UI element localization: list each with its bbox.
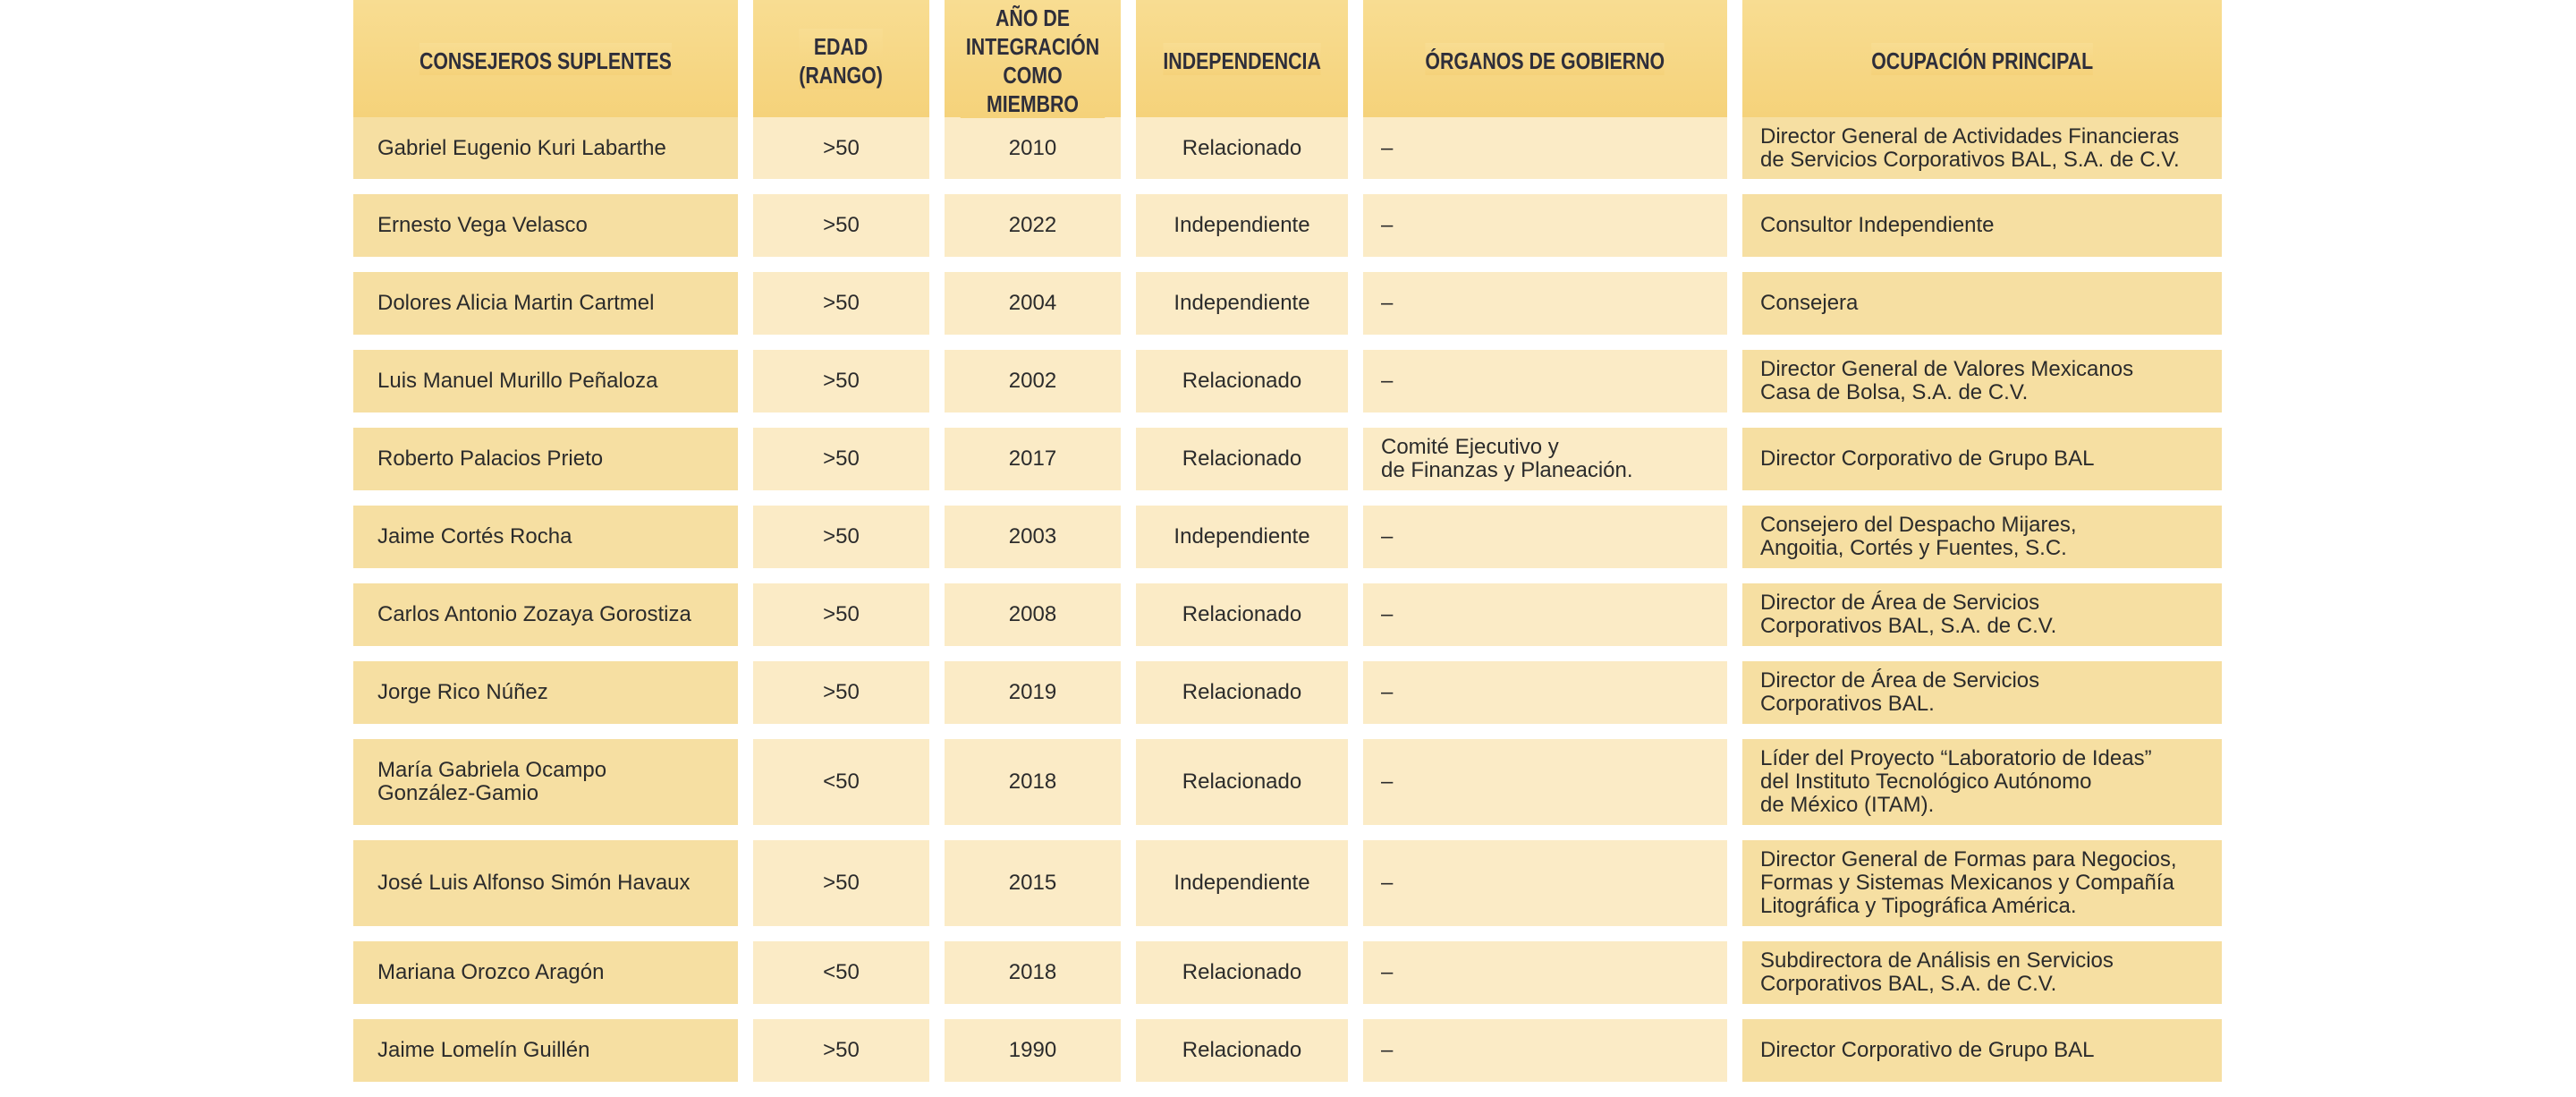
cell-name	[353, 941, 738, 1004]
cell-occupation	[1742, 840, 2222, 926]
cell-name	[353, 350, 738, 412]
cell-governance-bodies-text: –	[1381, 135, 1394, 160]
cell-occupation-text: Director de Área de Servicios Corporativos BAL, S.A. de C.V.	[1760, 591, 2057, 638]
cell-governance-bodies	[1363, 117, 1727, 179]
cell-name-text: Jorge Rico Núñez	[377, 680, 548, 704]
cell-name-text: Mariana Orozco Aragón	[377, 960, 605, 984]
cell-age	[753, 661, 929, 724]
alternate-directors-table	[353, 0, 2223, 1097]
cell-year	[945, 194, 1121, 257]
cell-occupation	[1742, 350, 2222, 412]
cell-occupation-text: Director General de Valores Mexicanos Casa de Bolsa, S.A. de C.V.	[1760, 357, 2134, 404]
cell-governance-bodies-text: –	[1381, 291, 1394, 315]
cell-age	[753, 117, 929, 179]
cell-age-text: >50	[823, 291, 860, 315]
cell-independence-text: Relacionado	[1182, 135, 1302, 160]
cell-independence	[1136, 941, 1348, 1004]
cell-age	[753, 506, 929, 568]
header-cell-age	[753, 0, 929, 118]
cell-age-text: >50	[823, 369, 860, 393]
cell-occupation	[1742, 428, 2222, 490]
cell-age-text: >50	[823, 135, 860, 160]
table-row	[353, 350, 2223, 412]
cell-occupation-text: Director de Área de Servicios Corporativos BAL.	[1760, 668, 2040, 716]
cell-occupation-text: Director General de Formas para Negocios, Formas y Sistemas Mexicanos y Compañía Litográfica y Tipográfica América.	[1760, 847, 2177, 918]
cell-occupation	[1742, 941, 2222, 1004]
cell-year-text: 2018	[1008, 770, 1057, 794]
header-label-occupation: OCUPACIÓN PRINCIPAL	[1871, 43, 2093, 75]
cell-governance-bodies-text: –	[1381, 770, 1394, 794]
cell-independence	[1136, 428, 1348, 490]
cell-name-text: Carlos Antonio Zozaya Gorostiza	[377, 602, 691, 626]
header-label-independence: INDEPENDENCIA	[1163, 43, 1321, 75]
cell-name	[353, 840, 738, 926]
cell-name-text: Roberto Palacios Prieto	[377, 446, 604, 471]
cell-year-text: 1990	[1008, 1038, 1057, 1062]
cell-independence-text: Relacionado	[1182, 770, 1302, 794]
header-cell-year	[945, 0, 1121, 118]
cell-name	[353, 506, 738, 568]
cell-year-text: 2018	[1008, 960, 1057, 984]
cell-name-text: Ernesto Vega Velasco	[377, 213, 588, 237]
cell-age	[753, 583, 929, 646]
table-row	[353, 739, 2223, 825]
cell-age	[753, 941, 929, 1004]
cell-year	[945, 941, 1121, 1004]
cell-year-text: 2003	[1008, 524, 1057, 548]
cell-occupation	[1742, 194, 2222, 257]
cell-name-text: Luis Manuel Murillo Peñaloza	[377, 369, 658, 393]
cell-occupation	[1742, 1019, 2222, 1082]
header-label-governance-bodies: ÓRGANOS DE GOBIERNO	[1426, 43, 1665, 75]
cell-year	[945, 272, 1121, 335]
header-cell-independence	[1136, 0, 1348, 118]
table-row	[353, 583, 2223, 646]
table-body	[353, 117, 2223, 1082]
cell-age-text: >50	[823, 213, 860, 237]
cell-governance-bodies-text: –	[1381, 1038, 1394, 1062]
cell-name-text: Jaime Lomelín Guillén	[377, 1038, 590, 1062]
cell-year	[945, 661, 1121, 724]
cell-age-text: <50	[823, 960, 860, 984]
cell-governance-bodies-text: Comité Ejecutivo y de Finanzas y Planeación.	[1381, 435, 1633, 482]
cell-independence-text: Relacionado	[1182, 680, 1302, 704]
cell-year-text: 2022	[1008, 213, 1057, 237]
cell-independence-text: Independiente	[1174, 871, 1310, 895]
cell-independence	[1136, 1019, 1348, 1082]
cell-age-text: >50	[823, 524, 860, 548]
cell-occupation-text: Director Corporativo de Grupo BAL	[1760, 446, 2095, 471]
cell-name-text: José Luis Alfonso Simón Havaux	[377, 871, 691, 895]
cell-independence-text: Independiente	[1174, 524, 1310, 548]
cell-age	[753, 194, 929, 257]
cell-governance-bodies-text: –	[1381, 680, 1394, 704]
cell-governance-bodies-text: –	[1381, 524, 1394, 548]
table-row	[353, 117, 2223, 179]
header-cell-name	[353, 0, 738, 118]
cell-name	[353, 739, 738, 825]
cell-governance-bodies	[1363, 194, 1727, 257]
cell-governance-bodies	[1363, 840, 1727, 926]
cell-governance-bodies	[1363, 350, 1727, 412]
table-row	[353, 1019, 2223, 1082]
cell-independence	[1136, 350, 1348, 412]
cell-year	[945, 1019, 1121, 1082]
cell-governance-bodies-text: –	[1381, 369, 1394, 393]
cell-name-text: Dolores Alicia Martin Cartmel	[377, 291, 655, 315]
cell-age	[753, 1019, 929, 1082]
cell-occupation	[1742, 272, 2222, 335]
cell-occupation-text: Líder del Proyecto “Laboratorio de Ideas” del Instituto Tecnológico Autónomo de México (ITAM).	[1760, 746, 2152, 817]
cell-occupation-text: Consultor Independiente	[1760, 213, 1995, 237]
cell-year	[945, 350, 1121, 412]
cell-name	[353, 428, 738, 490]
cell-age-text: >50	[823, 871, 860, 895]
cell-name	[353, 1019, 738, 1082]
cell-year-text: 2015	[1008, 871, 1057, 895]
cell-age	[753, 840, 929, 926]
cell-governance-bodies	[1363, 739, 1727, 825]
table-header-row	[353, 0, 2223, 116]
cell-independence-text: Relacionado	[1182, 369, 1302, 393]
cell-age	[753, 272, 929, 335]
cell-independence	[1136, 117, 1348, 179]
cell-age-text: >50	[823, 1038, 860, 1062]
cell-name-text: Gabriel Eugenio Kuri Labarthe	[377, 135, 666, 160]
cell-name-text: María Gabriela Ocampo González-Gamio	[377, 758, 607, 805]
cell-occupation	[1742, 661, 2222, 724]
cell-age	[753, 739, 929, 825]
cell-occupation	[1742, 506, 2222, 568]
cell-year-text: 2004	[1008, 291, 1057, 315]
cell-governance-bodies-text: –	[1381, 602, 1394, 626]
cell-year-text: 2008	[1008, 602, 1057, 626]
cell-occupation-text: Director Corporativo de Grupo BAL	[1760, 1038, 2095, 1062]
cell-year-text: 2017	[1008, 446, 1057, 471]
cell-age-text: <50	[823, 770, 860, 794]
cell-governance-bodies	[1363, 583, 1727, 646]
cell-age-text: >50	[823, 602, 860, 626]
cell-age-text: >50	[823, 680, 860, 704]
cell-year	[945, 840, 1121, 926]
cell-independence-text: Relacionado	[1182, 960, 1302, 984]
cell-year-text: 2010	[1008, 135, 1057, 160]
cell-independence	[1136, 739, 1348, 825]
cell-age	[753, 428, 929, 490]
table-row	[353, 428, 2223, 490]
table-row	[353, 506, 2223, 568]
cell-independence-text: Relacionado	[1182, 602, 1302, 626]
cell-governance-bodies	[1363, 1019, 1727, 1082]
cell-governance-bodies	[1363, 941, 1727, 1004]
header-label-age: EDAD (RANGO)	[800, 29, 884, 89]
cell-year-text: 2002	[1008, 369, 1057, 393]
table-row	[353, 840, 2223, 926]
cell-name	[353, 272, 738, 335]
cell-occupation	[1742, 739, 2222, 825]
cell-year-text: 2019	[1008, 680, 1057, 704]
cell-independence-text: Relacionado	[1182, 446, 1302, 471]
cell-occupation-text: Subdirectora de Análisis en Servicios Corporativos BAL, S.A. de C.V.	[1760, 948, 2114, 996]
cell-name	[353, 117, 738, 179]
cell-year	[945, 428, 1121, 490]
cell-independence	[1136, 506, 1348, 568]
cell-independence-text: Relacionado	[1182, 1038, 1302, 1062]
cell-governance-bodies-text: –	[1381, 213, 1394, 237]
cell-year	[945, 739, 1121, 825]
cell-independence	[1136, 661, 1348, 724]
cell-name	[353, 583, 738, 646]
header-label-name: CONSEJEROS SUPLENTES	[419, 43, 672, 75]
cell-occupation-text: Consejera	[1760, 291, 1859, 315]
cell-occupation	[1742, 583, 2222, 646]
cell-governance-bodies	[1363, 506, 1727, 568]
cell-independence-text: Independiente	[1174, 291, 1310, 315]
cell-governance-bodies	[1363, 272, 1727, 335]
cell-independence	[1136, 583, 1348, 646]
cell-age-text: >50	[823, 446, 860, 471]
cell-governance-bodies-text: –	[1381, 960, 1394, 984]
cell-independence	[1136, 272, 1348, 335]
cell-name	[353, 194, 738, 257]
cell-name	[353, 661, 738, 724]
cell-year	[945, 506, 1121, 568]
table-row	[353, 661, 2223, 724]
cell-occupation-text: Consejero del Despacho Mijares, Angoitia, Cortés y Fuentes, S.C.	[1760, 513, 2077, 560]
table-row	[353, 194, 2223, 257]
cell-year	[945, 117, 1121, 179]
table-row	[353, 272, 2223, 335]
cell-occupation-text: Director General de Actividades Financieras de Servicios Corporativos BAL, S.A. de C.V.	[1760, 123, 2180, 172]
cell-independence	[1136, 194, 1348, 257]
cell-independence-text: Independiente	[1174, 213, 1310, 237]
cell-occupation	[1742, 117, 2222, 179]
cell-year	[945, 583, 1121, 646]
cell-age	[753, 350, 929, 412]
table-row	[353, 941, 2223, 1004]
cell-governance-bodies-text: –	[1381, 871, 1394, 895]
cell-governance-bodies	[1363, 661, 1727, 724]
cell-name-text: Jaime Cortés Rocha	[377, 524, 572, 548]
header-cell-governance-bodies	[1363, 0, 1727, 118]
cell-governance-bodies	[1363, 428, 1727, 490]
header-cell-occupation	[1742, 0, 2222, 118]
cell-independence	[1136, 840, 1348, 926]
header-label-year: AÑO DE INTEGRACIÓN COMO MIEMBRO	[961, 0, 1106, 118]
